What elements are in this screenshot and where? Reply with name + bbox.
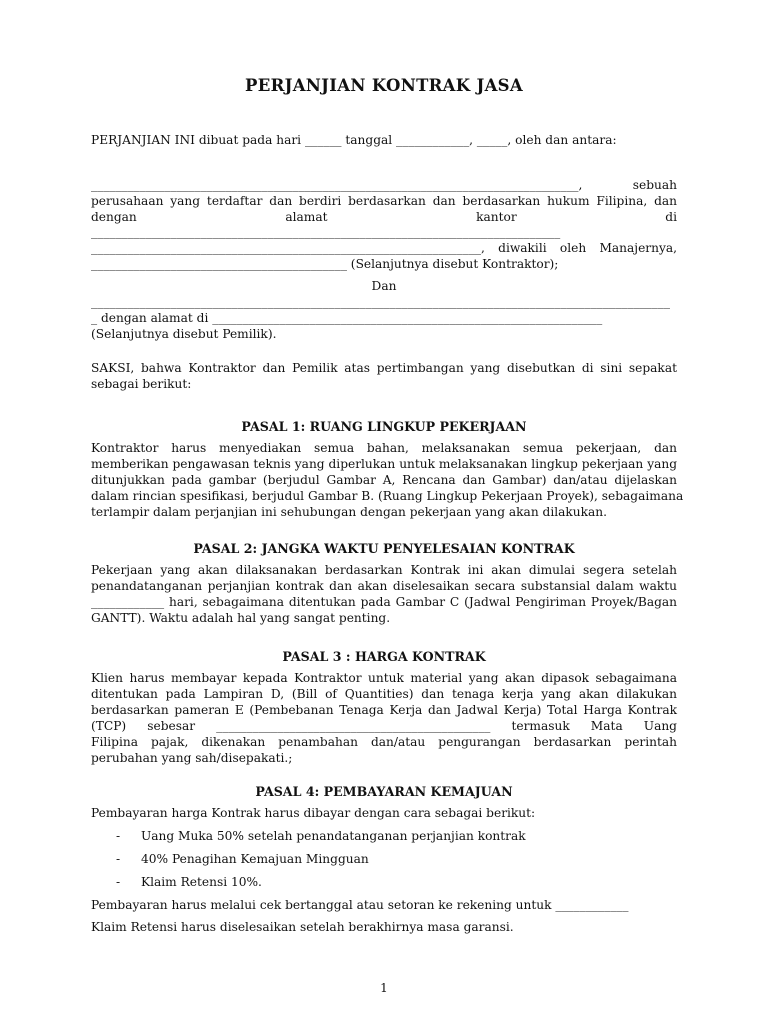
party1-line-4: _____________________________________________________________________________: [91, 225, 561, 239]
payment-method-line: Pembayaran harus melalui cek bertanggal atau setoran ke rekening untuk ____________: [91, 898, 629, 912]
pasal3-line-1: Klien harus membayar kepada Kontraktor untuk material yang akan dipasok sebagaimana: [91, 671, 677, 685]
pasal2-line-4: GANTT). Waktu adalah hal yang sangat penting.: [91, 611, 391, 625]
saksi-line-2: sebagai berikut:: [91, 377, 192, 391]
pasal3-line-6: perubahan yang sah/disepakati.;: [91, 751, 293, 765]
list-item: Klaim Retensi 10%.: [141, 875, 262, 889]
list-item: Uang Muka 50% setelah penandatanganan perjanjian kontrak: [141, 829, 526, 843]
retention-line: Klaim Retensi harus diselesaikan setelah berakhirnya masa garansi.: [91, 920, 514, 934]
pasal2-line-1: Pekerjaan yang akan dilaksanakan berdasarkan Kontrak ini akan dimulai segera setelah: [91, 563, 677, 577]
pasal2-line-3: ____________ hari, sebagaimana ditentukan pada Gambar C (Jadwal Pengiriman Proyek/Bagan: [91, 595, 677, 609]
pasal1-line-1: Kontraktor harus menyediakan semua bahan, melaksanakan semua pekerjaan, dan: [91, 441, 677, 455]
dan-connector: Dan: [371, 279, 397, 293]
saksi-line-1: SAKSI, bahwa Kontraktor dan Pemilik atas pertimbangan yang disebutkan di sini sepakat: [91, 361, 677, 375]
pasal2-line-2: penandatanganan perjanjian kontrak dan akan diselesaikan secara substansial dalam waktu: [91, 579, 677, 593]
bullet-mark: -: [116, 852, 121, 866]
pasal1-line-5: terlampir dalam perjanjian ini sehubungan dengan pekerjaan yang akan dilakukan.: [91, 505, 608, 519]
party1-line-3: dengan alamat kantor di: [91, 210, 677, 224]
party1-line-6: __________________________________________ (Selanjutnya disebut Kontraktor);: [91, 257, 559, 271]
pasal1-line-3: ditunjukkan pada gambar (berjudul Gambar A, Rencana dan Gambar) dan/atau dijelaskan: [91, 473, 677, 487]
intro-line: PERJANJIAN INI dibuat pada hari ______ tanggal ____________, _____, oleh dan antara:: [91, 133, 617, 147]
party1-line-2: perusahaan yang terdaftar dan berdiri berdasarkan dan berdasarkan hukum Filipina, dan: [91, 194, 677, 208]
party2-line-3: (Selanjutnya disebut Pemilik).: [91, 327, 277, 341]
party2-line-2: _ dengan alamat di ________________________________________________________________: [91, 311, 603, 325]
pasal1-line-2: memberikan pengawasan teknis yang diperlukan untuk melaksanakan lingkup pekerjaan yang: [91, 457, 677, 471]
bullet-mark: -: [116, 829, 121, 843]
party1-line-5: ________________________________________________________________, diwakili oleh Manajernya,: [91, 241, 677, 255]
page-number: 1: [380, 981, 388, 995]
pasal3-line-4: (TCP) sebesar _____________________________________________ termasuk Mata Uang: [91, 719, 677, 733]
bullet-mark: -: [116, 875, 121, 889]
pasal1-line-4: dalam rincian spesifikasi, berjudul Gambar B. (Ruang Lingkup Pekerjaan Proyek), sebagaimana: [91, 489, 684, 503]
pasal4-intro: Pembayaran harga Kontrak harus dibayar dengan cara sebagai berikut:: [91, 806, 536, 820]
pasal3-heading: PASAL 3 : HARGA KONTRAK: [282, 649, 486, 664]
pasal3-line-3: berdasarkan pameran E (Pembebanan Tenaga Kerja dan Jadwal Kerja) Total Harga Kontrak: [91, 703, 677, 717]
pasal3-line-2: ditentukan pada Lampiran D, (Bill of Quantities) dan tenaga kerja yang akan dilakukan: [91, 687, 677, 701]
pasal2-heading: PASAL 2: JANGKA WAKTU PENYELESAIAN KONTRAK: [193, 541, 575, 556]
pasal3-line-5: Filipina pajak, dikenakan penambahan dan/atau pengurangan berdasarkan perintah: [91, 735, 677, 749]
party1-line-1: ________________________________________________________________________________, sebuah: [91, 178, 677, 192]
pasal1-heading: PASAL 1: RUANG LINGKUP PEKERJAAN: [241, 419, 527, 434]
party2-line-1: _______________________________________________________________________________________________: [91, 295, 670, 309]
pasal4-heading: PASAL 4: PEMBAYARAN KEMAJUAN: [255, 784, 513, 799]
document-title: PERJANJIAN KONTRAK JASA: [245, 76, 523, 95]
list-item: 40% Penagihan Kemajuan Mingguan: [141, 852, 369, 866]
